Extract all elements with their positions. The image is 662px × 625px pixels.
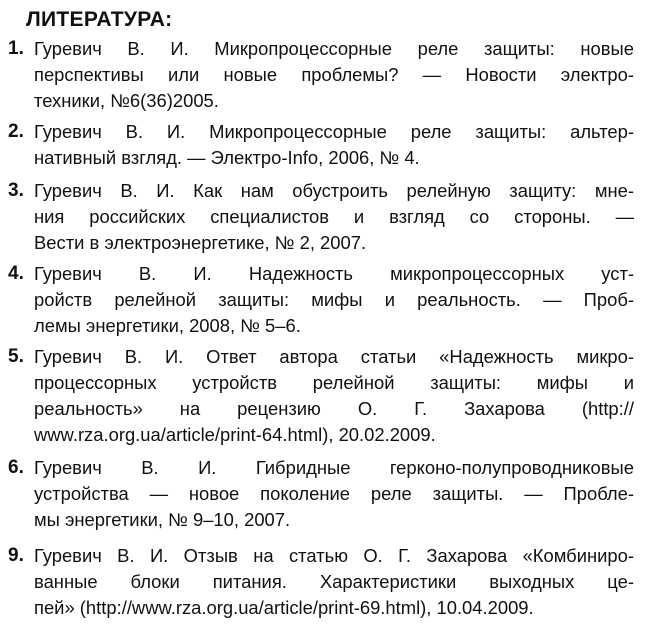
reference-number: 9. — [8, 545, 24, 566]
references-heading: ЛИТЕРАТУРА: — [26, 8, 173, 31]
reference-line: ройств релейной защиты: мифы и реальность. — Проб- — [34, 289, 634, 310]
reference-number: 4. — [8, 263, 24, 284]
reference-line: лемы энергетики, 2008, № 5–6. — [34, 315, 301, 336]
reference-number: 1. — [8, 38, 24, 59]
reference-line: Гуревич В. И. Ответ автора статьи «Надежность микро- — [34, 346, 634, 367]
reference-number: 5. — [8, 346, 24, 367]
reference-line: Вести в электроэнергетике, № 2, 2007. — [34, 232, 367, 253]
reference-line: Гуревич В. И. Отзыв на статью О. Г. Захарова «Комбиниро- — [34, 545, 634, 566]
reference-number: 2. — [8, 121, 24, 142]
reference-line: перспективы или новые проблемы? — Новости электро- — [34, 64, 634, 85]
reference-line: Гуревич В. И. Микропроцессорные реле защиты: альтер- — [34, 121, 634, 142]
reference-line: реальность» на рецензию О. Г. Захарова (http:// — [34, 398, 634, 419]
reference-line: Гуревич В. И. Надежность микропроцессорных уст- — [34, 263, 634, 284]
reference-line: техники, №6(36)2005. — [34, 90, 219, 111]
reference-number: 6. — [8, 457, 24, 478]
reference-line: пей» (http://www.rza.org.ua/article/print-69.html), 10.04.2009. — [34, 597, 534, 618]
reference-number: 3. — [8, 180, 24, 201]
reference-line: ния российских специалистов и взгляд со стороны. — — [34, 206, 634, 227]
reference-line: www.rza.org.ua/article/print-64.html), 20.02.2009. — [34, 424, 436, 445]
reference-line: процессорных устройств релейной защиты: мифы и — [34, 372, 634, 393]
reference-line: Гуревич В. И. Гибридные герконо-полупроводниковые — [34, 457, 634, 478]
reference-line: Гуревич В. И. Микропроцессорные реле защиты: новые — [34, 38, 634, 59]
reference-line: Гуревич В. И. Как нам обустроить релейную защиту: мне- — [34, 180, 634, 201]
reference-line: устройства — новое поколение реле защиты. — Пробле- — [34, 483, 634, 504]
scan-gap — [0, 531, 662, 541]
reference-line: ванные блоки питания. Характеристики выходных це- — [34, 571, 634, 592]
reference-line: нативный взгляд. — Электро-Info, 2006, № 4. — [34, 147, 420, 168]
reference-line: мы энергетики, № 9–10, 2007. — [34, 509, 291, 530]
